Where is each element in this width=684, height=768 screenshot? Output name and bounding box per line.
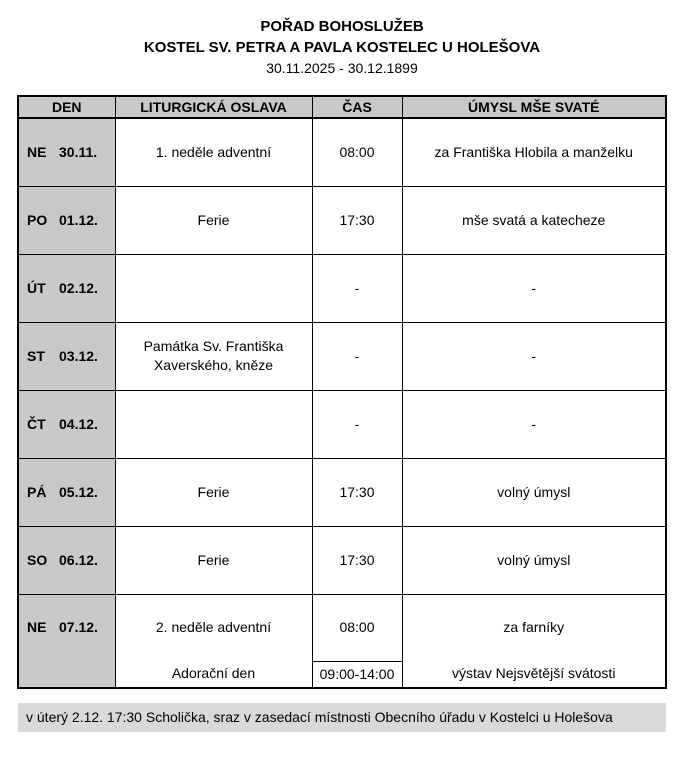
cell-celebration: Památka Sv. Františka Xaverského, kněze (115, 322, 312, 390)
cell-day (18, 118, 115, 186)
page-title: POŘAD BOHOSLUŽEB (260, 18, 424, 35)
cell-intention: - (402, 254, 666, 322)
table-row (18, 254, 666, 322)
table-row (18, 526, 666, 594)
table-row (18, 458, 666, 526)
cell-time: - (312, 254, 402, 322)
table-row (18, 594, 666, 688)
day-abbrev: NE (27, 143, 47, 160)
cell-intention: za Františka Hlobila a manželku (402, 118, 666, 186)
date-range: 30.11.2025 - 30.12.1899 (266, 60, 418, 76)
cell-time: 17:30 (312, 526, 402, 594)
day-cell-spacer (19, 661, 115, 687)
day-date: 04.12. (59, 415, 98, 432)
page-subtitle: KOSTEL SV. PETRA A PAVLA KOSTELEC U HOLEŠOVA (143, 39, 541, 56)
cell-time: 08:00 (312, 118, 402, 186)
day-abbrev: ÚT (27, 279, 46, 296)
cell-celebration: Ferie (115, 526, 312, 594)
cell-time (312, 594, 402, 688)
cell-celebration (115, 254, 312, 322)
day-abbrev: ČT (27, 415, 46, 432)
document-header (0, 16, 684, 79)
cell-intention: volný úmysl (402, 458, 666, 526)
cell-time: - (312, 322, 402, 390)
cell-intention: volný úmysl (402, 526, 666, 594)
cell-celebration (115, 390, 312, 458)
cell-celebration: 1. neděle adventní (115, 118, 312, 186)
day-date: 05.12. (59, 483, 98, 500)
column-header-time: ČAS (312, 96, 402, 118)
header-row (18, 96, 666, 118)
table-row (18, 322, 666, 390)
table-row (18, 186, 666, 254)
column-header-day: DEN (18, 96, 115, 118)
intention-primary: za farníky (503, 619, 565, 636)
cell-time: 17:30 (312, 458, 402, 526)
cell-day (18, 594, 115, 688)
day-abbrev: SO (27, 551, 48, 568)
column-header-celebration: LITURGICKÁ OSLAVA (115, 96, 312, 118)
cell-intention: - (402, 390, 666, 458)
cell-celebration: Ferie (115, 186, 312, 254)
cell-intention: mše svatá a katecheze (402, 186, 666, 254)
cell-celebration (115, 594, 312, 688)
day-date: 03.12. (59, 347, 98, 364)
cell-day (18, 458, 115, 526)
table-row (18, 118, 666, 186)
intention-secondary: výstav Nejsvětější svátosti (452, 665, 616, 682)
cell-day (18, 322, 115, 390)
cell-time: - (312, 390, 402, 458)
cell-day (18, 526, 115, 594)
day-date: 02.12. (59, 279, 98, 296)
cell-day (18, 390, 115, 458)
cell-time: 17:30 (312, 186, 402, 254)
table-row (18, 390, 666, 458)
celebration-primary: 2. neděle adventní (155, 619, 272, 636)
time-primary: 08:00 (339, 619, 375, 636)
schedule-table (17, 95, 667, 689)
day-abbrev: NE (27, 619, 47, 636)
day-abbrev: ST (27, 347, 45, 364)
day-abbrev: PO (27, 211, 48, 228)
time-secondary: 09:00-14:00 (313, 661, 402, 687)
celebration-secondary: Adorační den (171, 665, 256, 682)
day-date: 30.11. (59, 143, 98, 160)
table-header (18, 96, 666, 118)
cell-day (18, 186, 115, 254)
day-date: 07.12. (59, 619, 98, 636)
column-header-intention: ÚMYSL MŠE SVATÉ (402, 96, 666, 118)
footer-note: v úterý 2.12. 17:30 Scholička, sraz v zasedací místnosti Obecního úřadu v Kostelci u Holešova (18, 703, 666, 732)
day-date: 01.12. (59, 211, 98, 228)
cell-intention (402, 594, 666, 688)
cell-day (18, 254, 115, 322)
day-abbrev: PÁ (27, 483, 47, 500)
day-date: 06.12. (59, 551, 98, 568)
cell-celebration: Ferie (115, 458, 312, 526)
cell-intention: - (402, 322, 666, 390)
